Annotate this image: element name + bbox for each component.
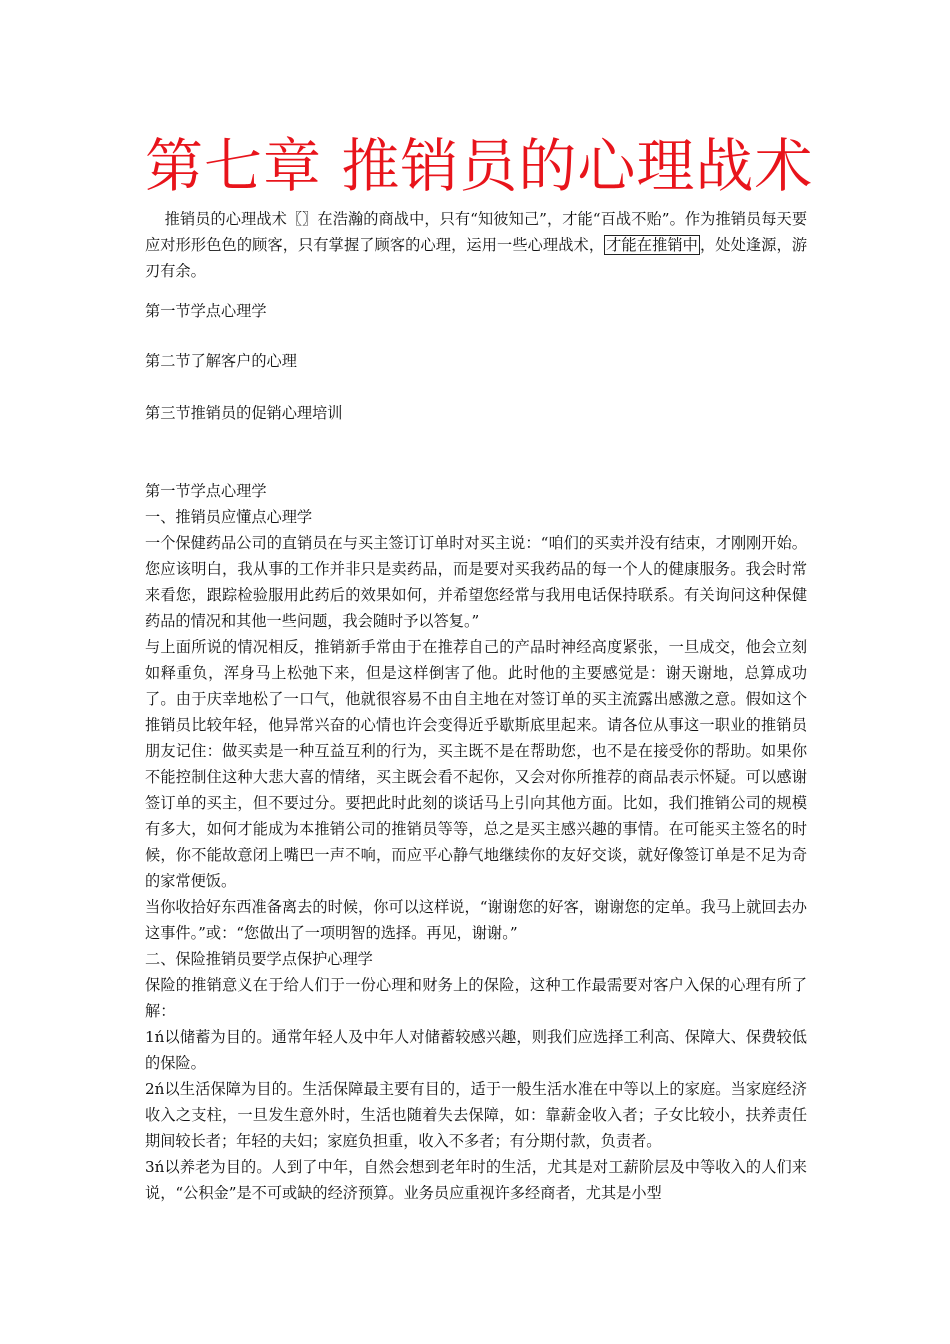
toc-item: 第三节推销员的促销心理培训 (145, 404, 343, 422)
paragraph: 与上面所说的情况相反，推销新手常由于在推荐自己的产品时神经高度紧张，一旦成交，他会立刻如释重负，浑身马上松弛下来，但是这样倒害了他。此时他的主要感觉是：谢天谢地，总算成功了。由于庆幸地松了一口气，他就很容易不由自主地在对签订单的买主流露出感激之意。假如这个推销员比较年轻，他异常兴奋的心情也许会变得近乎歇斯底里起来。请各位从事这一职业的推销员朋友记住：做买卖是一种互益互利的行为，买主既不是在帮助您，也不是在接受你的帮助。如果你不能控制住这种大悲大喜的情绪，买主既会看不起你，又会对你所推荐的商品表示怀疑。可以感谢签订单的买主，但不要过分。要把此时此刻的谈话马上引向其他方面。比如，我们推销公司的规模有多大，如何才能成为本推销公司的推销员等等，总之是买主感兴趣的事情。在可能买主签名的时候，你不能故意闭上嘴巴一声不响，而应平心静气地继续你的友好交谈，就好像签订单是不足为奇的家常便饭。 (145, 638, 807, 890)
subsection-heading: 二、保险推销员要学点保护心理学 (145, 950, 373, 968)
toc-item: 第一节学点心理学 (145, 302, 267, 320)
boxed-text: 才能在推销中 (606, 236, 698, 254)
paragraph: 保险的推销意义在于给人们于一份心理和财务上的保险，这种工作最需要对客户入保的心理有所了解： (145, 976, 807, 1020)
list-item: 2ń以生活保障为目的。生活保障最主要有目的，适于一般生活水准在中等以上的家庭。当家庭经济收入之支柱，一旦发生意外时，生活也随着失去保障，如：靠薪金收入者；子女比较小，扶养责任期间较长者；年轻的夫妇；家庭负担重，收入不多者；有分期付款，负责者。 (145, 1080, 807, 1150)
intro-paragraph (145, 206, 807, 284)
subsection-heading: 一、推销员应懂点心理学 (145, 508, 313, 526)
section-heading: 第一节学点心理学 (145, 482, 267, 500)
toc-item: 第二节了解客户的心理 (145, 352, 297, 370)
paragraph: 当你收拾好东西准备离去的时候，你可以这样说，“谢谢您的好客，谢谢您的定单。我马上就回去办这事件。”或：“您做出了一项明智的选择。再见，谢谢。” (145, 898, 807, 942)
paragraph: 一个保健药品公司的直销员在与买主签订订单时对买主说：“咱们的买卖并没有结束，才刚刚开始。您应该明白，我从事的工作并非只是卖药品，而是要对买我药品的每一个人的健康服务。我会时常来看您，跟踪检验服用此药后的效果如何，并希望您经常与我用电话保持联系。有关询问这种保健药品的情况和其他一些问题，我会随时予以答复。” (145, 534, 807, 630)
intro-text: 推销员的心理战术〖〗在浩瀚的商战中，只有“知彼知己”，才能“百战不贻”。作为推销员每天要应对形形色色的顾客，只有掌握了顾客的心理，运用一些心理战术， (145, 210, 808, 254)
list-item: 3ń以养老为目的。人到了中年，自然会想到老年时的生活，尤其是对工薪阶层及中等收入的人们来说，“公积金”是不可或缺的经济预算。业务员应重视许多经商者，尤其是小型 (145, 1158, 807, 1202)
chapter-title: 第七章 推销员的心理战术 (145, 132, 814, 200)
body-text (145, 478, 807, 1206)
intro-text-end: ，处处逢源，游刃有余。 (145, 236, 808, 280)
list-item: 1ń以储蓄为目的。通常年轻人及中年人对储蓄较感兴趣，则我们应选择工利高、保障大、保费较低的保险。 (145, 1028, 807, 1072)
